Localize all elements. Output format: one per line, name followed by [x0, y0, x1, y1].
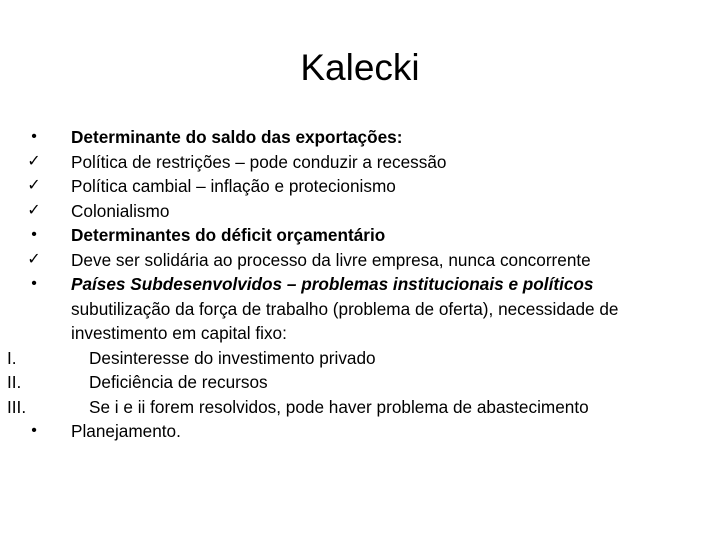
bullet-icon: •: [31, 422, 37, 439]
list-item: [0, 248, 720, 273]
list-item-text: Política de restrições – pode conduzir a recessão: [71, 151, 447, 172]
roman-numeral-marker: II.: [7, 372, 22, 392]
list-item-text-rest: subutilização da força de trabalho (problema de oferta), necessidade de investimento em capital fixo:: [71, 298, 619, 343]
list-item: [0, 395, 720, 420]
checkmark-icon: ✓: [27, 152, 41, 170]
list-item-text: Deve ser solidária ao processo da livre empresa, nunca concorrente: [71, 249, 591, 270]
list-item-text: Determinante do saldo das exportações:: [71, 127, 403, 147]
list-item-text: Desinteresse do investimento privado: [89, 347, 376, 368]
list-item-text: Política cambial – inflação e protecionismo: [71, 176, 396, 196]
list-item: [0, 370, 720, 395]
list-item: [0, 272, 720, 346]
list-item-text: [71, 272, 691, 346]
list-item: [0, 125, 720, 150]
bullet-icon: •: [31, 128, 37, 145]
bullet-icon: •: [31, 226, 37, 243]
roman-numeral-marker: III.: [7, 396, 27, 417]
slide-content: [0, 125, 720, 444]
list-item-text: Deficiência de recursos: [89, 372, 268, 392]
list-item-text: Colonialismo: [71, 200, 170, 221]
list-item-text: Se i e ii forem resolvidos, pode haver problema de abastecimento: [89, 396, 589, 417]
list-item-text: Planejamento.: [71, 421, 181, 441]
checkmark-icon: ✓: [27, 201, 41, 219]
bullet-icon: •: [31, 275, 37, 292]
list-item: [0, 150, 720, 175]
list-item: [0, 199, 720, 224]
checkmark-icon: ✓: [27, 250, 41, 268]
list-item-text-bold: Países Subdesenvolvidos – problemas institucionais e políticos: [71, 274, 594, 294]
checkmark-icon: ✓: [27, 177, 41, 194]
list-item: [0, 346, 720, 371]
list-item-text: Determinantes do déficit orçamentário: [71, 225, 386, 245]
list-item: [0, 223, 720, 248]
roman-numeral-marker: I.: [7, 347, 17, 368]
list-item: [0, 174, 720, 199]
list-item: [0, 419, 720, 444]
slide-title: Kalecki: [300, 47, 420, 88]
